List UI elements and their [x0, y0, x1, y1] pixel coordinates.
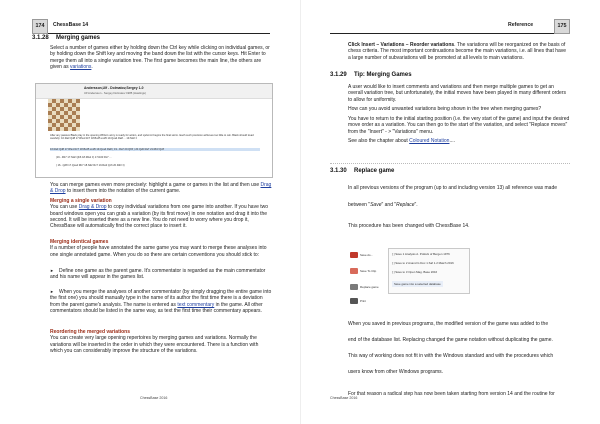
- section-number: 3.1.28: [32, 35, 49, 41]
- save-menu-screenshot: [346, 246, 476, 310]
- section-heading: [32, 35, 100, 41]
- section-number: 3.1.29: [330, 72, 347, 78]
- section-title: Replace game: [354, 168, 395, 174]
- right-page: [300, 0, 600, 424]
- moves-line: 16.Ra3 Qd8 17.Rfa1 Rc7 18.Bxd5 exd5 19.Qxa4 Ra8 ( 19...Ra7 20.Qb5 ) 20.Qa5 Ra7 21.Rb3 Qc8: [50, 148, 260, 151]
- page-footer: ChessBase 2016: [330, 396, 358, 400]
- subheading: Merging identical games: [50, 239, 109, 245]
- moves-line: ( 16...Qd8 17.Qxa4 Rb7 18.Nd2 Rc7 19.Ra3 Qc6 20.Rd3 ±): [56, 164, 125, 167]
- section-title: Tip: Merging Games: [354, 72, 412, 78]
- drag-drop-link[interactable]: Drag & Drop: [50, 182, 272, 195]
- intro-paragraph: Select a number of games either by holding down the Ctrl key while clicking on individual games, or by holding down the Shift key and moving the band down the list with the cursor keys. Hit Enter to merge them all into a single variation tree. The first game becomes the main line, the others are given as variations.: [50, 45, 270, 70]
- board-square: [76, 127, 80, 131]
- submenu-item[interactable]: [ ] Save 1 Analysis A. Pollock of Bergen 1976: [392, 252, 450, 256]
- replace-icon: [350, 284, 358, 290]
- section-divider: [330, 163, 570, 164]
- merging-identical-games: Merging identical games If a number of people have annotated the same game you may want to merge these analyses into one single annotated game. When you do so there are certain conventions you should stick to:: [50, 239, 272, 258]
- coloured-notation-link[interactable]: Coloured Notation: [409, 138, 450, 145]
- merging-single-variation: Merging a single variation You can use Drag & Drop to copy individual variations from one game into another. If you have two board windows open you can grab a variation (by its first move) in one notation and drag it into the second. It will be inserted there as a new line. You do not need to worry where you drop it, ChessBase will automatically find the correct place to insert it.: [50, 198, 272, 229]
- save-as-icon: [350, 252, 358, 258]
- moves-line: (16...Rb7 17.Nd2 Qb6 18.Rfa1 ±) 17.Rd3 Rc7 ...: [56, 156, 112, 159]
- bullet-item: ► Define one game as the parent game. It's commentator is regarded as the main commentator and his name will appear in the games list.: [50, 268, 266, 281]
- game-header-bar: [36, 84, 272, 99]
- variations-link[interactable]: variations: [70, 63, 92, 70]
- menu-item-replace-game[interactable]: Replace game: [360, 285, 379, 289]
- reorder-paragraph: Click Insert – Variations – Reorder variations. The variations will be reorganized on the basis of chess criteria. The most important continuations become the main variations, i.e. all lines that have a large number of subvariations will be promoted at all levels to main variations.: [348, 42, 567, 61]
- reordering-variations: Reordering the merged variations You can create very large opening repertoires by merging games and variations. Normally the variations will be inserted in the order in which they were encountered. There is a function with which you can considerably improve the structure of the variations.: [50, 329, 272, 354]
- section-heading: [330, 168, 394, 174]
- right-page-header: [330, 19, 570, 34]
- text-commentary-link[interactable]: text commentary: [177, 301, 215, 308]
- subheading: Merging a single variation: [50, 198, 112, 204]
- bullet-marker: ►: [50, 289, 54, 294]
- menu-item-save-as[interactable]: Save As...: [360, 253, 374, 257]
- closing-paragraphs: When you saved in previous programs, the modified version of the game was added to the end of the database list. Replacing changed the game notation without duplicating the game. This way of working does not fit in with the Windows standard and with the procedures which users know from other Windows programs. For that reason a radical step has now been taken starting from version 14 and the routine for: [348, 321, 555, 397]
- section-title: Merging games: [56, 35, 101, 41]
- page-spine: [300, 0, 301, 424]
- submenu-item[interactable]: [ ] Save to 3 Open Mag. Base 2016: [392, 270, 438, 274]
- print-icon: [350, 298, 358, 304]
- annotation-text: After any passive Black play in the opening White's army is ready for action, and Ljubomir begins the final storm. Each such precision achieves too little to win. Black should tread carefully: 16.Ra3 Qd8 17.Rfa1 Rc7 18.Bxd5 exd5 19.Qxa4 Ra8 ... 19.Nd2 ±: [50, 134, 254, 141]
- page-number: 174: [32, 19, 48, 34]
- page-footer: ChessBase 2016: [140, 396, 168, 400]
- chess-board: [48, 99, 80, 131]
- header-title: Reference: [508, 22, 534, 28]
- menu-item-print[interactable]: Print: [360, 299, 366, 303]
- menu-item-save-to-clip[interactable]: Save To Clip: [360, 269, 377, 273]
- tip-paragraphs: A user would like to insert comments and variations and then merge multiple games to get an overall variation tree, but unfortunately, the initial moves have been played in many different orders to allow for uniformity. How can you avoid unwanted variations being shown in the tree when merging games? You have to return to the initial starting position (i.e. the very start of the game) and input the desired move order as a variation. You can then go to the start of the variation, and select "Replace moves" from the "Insert" - > "Variations" menu. See also the chapter about Coloured Notation....: [348, 84, 570, 145]
- drag-drop-paragraph: You can merge games even more precisely: highlight a game or games in the list and then use Drag & Drop to insert them into the notation of the current game.: [50, 182, 272, 195]
- save-submenu: [388, 248, 470, 294]
- menu-path: Click Insert – Variations – Reorder variations: [348, 42, 455, 48]
- submenu-item[interactable]: [ ] Save to 2 Anand G Doc 1.Saf 1.2 Match 2016: [392, 261, 454, 265]
- section-heading: [330, 72, 412, 78]
- header-title: ChessBase 14: [53, 22, 89, 28]
- page-number: 175: [554, 19, 570, 34]
- changed-paragraph: This procedure has been changed with ChessBase 14.: [348, 223, 470, 229]
- replace-paragraph: In all previous versions of the program (up to and including version 13) all reference was made between "Save" and "Replace".: [348, 185, 557, 208]
- left-page-header: [32, 19, 270, 34]
- game-title: Andersson,Ulf - Dolmatov,Sergey 1-0: [84, 86, 144, 90]
- game-subtitle: Ulf Andersson - Sergey Dolmatov 1985 (Hastings): [84, 91, 146, 95]
- bullet-marker: ►: [50, 268, 54, 273]
- bullet-item: ► When you merge the analyses of another commentator (by simply dragging the entire game into the first one) you should manually type in the name of its author the first time there is a deviation from the parent game's analysis. The name is entered as text commentary in the game. All other commentators should be listed in the same way, as text the first time their commentary appears.: [50, 289, 272, 314]
- section-number: 3.1.30: [330, 168, 347, 174]
- game-window-screenshot: [35, 83, 273, 178]
- clip-icon: [350, 268, 358, 274]
- subheading: Reordering the merged variations: [50, 329, 131, 335]
- submenu-item[interactable]: Save game into a selected database: [394, 282, 441, 286]
- drag-drop-link[interactable]: Drag & Drop: [78, 204, 107, 211]
